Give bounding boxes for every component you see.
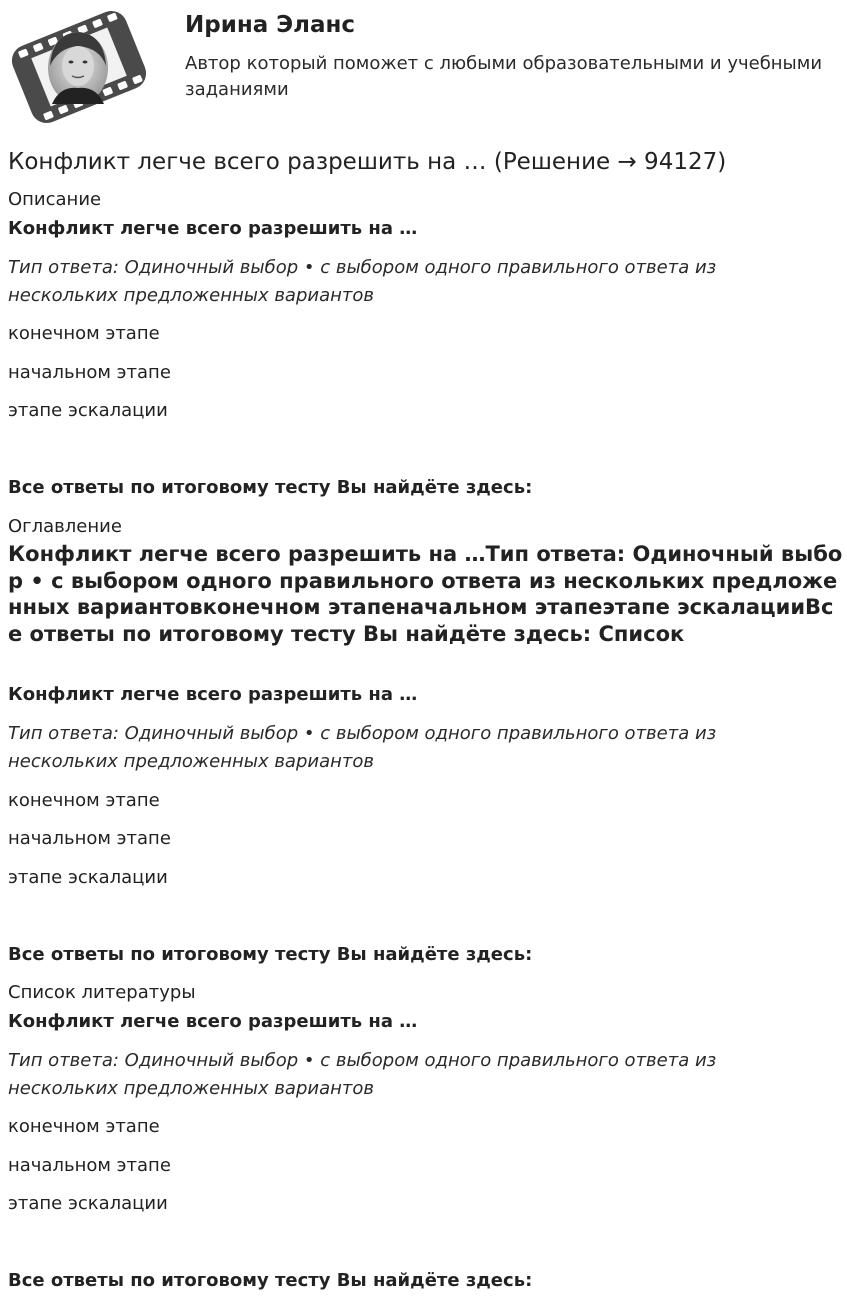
option-item: конечном этапе bbox=[8, 1116, 160, 1137]
question-title: Конфликт легче всего разрешить на … bbox=[8, 1011, 418, 1032]
all-answers-link[interactable]: Все ответы по итоговому тесту Вы найдёте здесь: bbox=[8, 477, 533, 498]
all-answers-link[interactable]: Все ответы по итоговому тесту Вы найдёте здесь: bbox=[8, 1270, 533, 1291]
option-item: начальном этапе bbox=[8, 1155, 171, 1176]
avatar-film-frame-icon bbox=[8, 8, 150, 126]
option-item: начальном этапе bbox=[8, 362, 171, 383]
option-item: этапе эскалации bbox=[8, 400, 168, 421]
author-name[interactable]: Ирина Эланс bbox=[185, 12, 356, 38]
section-label-literature: Список литературы bbox=[8, 982, 196, 1003]
option-item: начальном этапе bbox=[8, 828, 171, 849]
option-item: этапе эскалации bbox=[8, 1193, 168, 1214]
option-item: конечном этапе bbox=[8, 790, 160, 811]
author-description: Автор который поможет с любыми образовательными и учебными заданиями bbox=[185, 53, 823, 100]
toc-heading: Конфликт легче всего разрешить на …Тип ответа: Одиночный выбор • с выбором одного правильного ответа из нескольких предложенных вариантовконечном этапеначальном этапеэтапе эскалацииВсе ответы по итоговому тесту Вы найдёте здесь: Список bbox=[8, 542, 843, 646]
option-item: этапе эскалации bbox=[8, 867, 168, 888]
author-avatar[interactable] bbox=[8, 8, 150, 126]
page-title: Конфликт легче всего разрешить на … (Решение → 94127) bbox=[8, 149, 727, 175]
answer-type: Тип ответа: Одиночный выбор • с выбором одного правильного ответа из нескольких предложенных вариантов bbox=[8, 257, 717, 306]
answer-type: Тип ответа: Одиночный выбор • с выбором одного правильного ответа из нескольких предложенных вариантов bbox=[8, 723, 717, 772]
answer-type: Тип ответа: Одиночный выбор • с выбором одного правильного ответа из нескольких предложенных вариантов bbox=[8, 1050, 717, 1099]
question-title: Конфликт легче всего разрешить на … bbox=[8, 218, 418, 239]
option-item: конечном этапе bbox=[8, 323, 160, 344]
question-title: Конфликт легче всего разрешить на … bbox=[8, 684, 418, 705]
section-label-toc: Оглавление bbox=[8, 516, 122, 537]
all-answers-link[interactable]: Все ответы по итоговому тесту Вы найдёте здесь: bbox=[8, 944, 533, 965]
section-label-description: Описание bbox=[8, 189, 102, 210]
